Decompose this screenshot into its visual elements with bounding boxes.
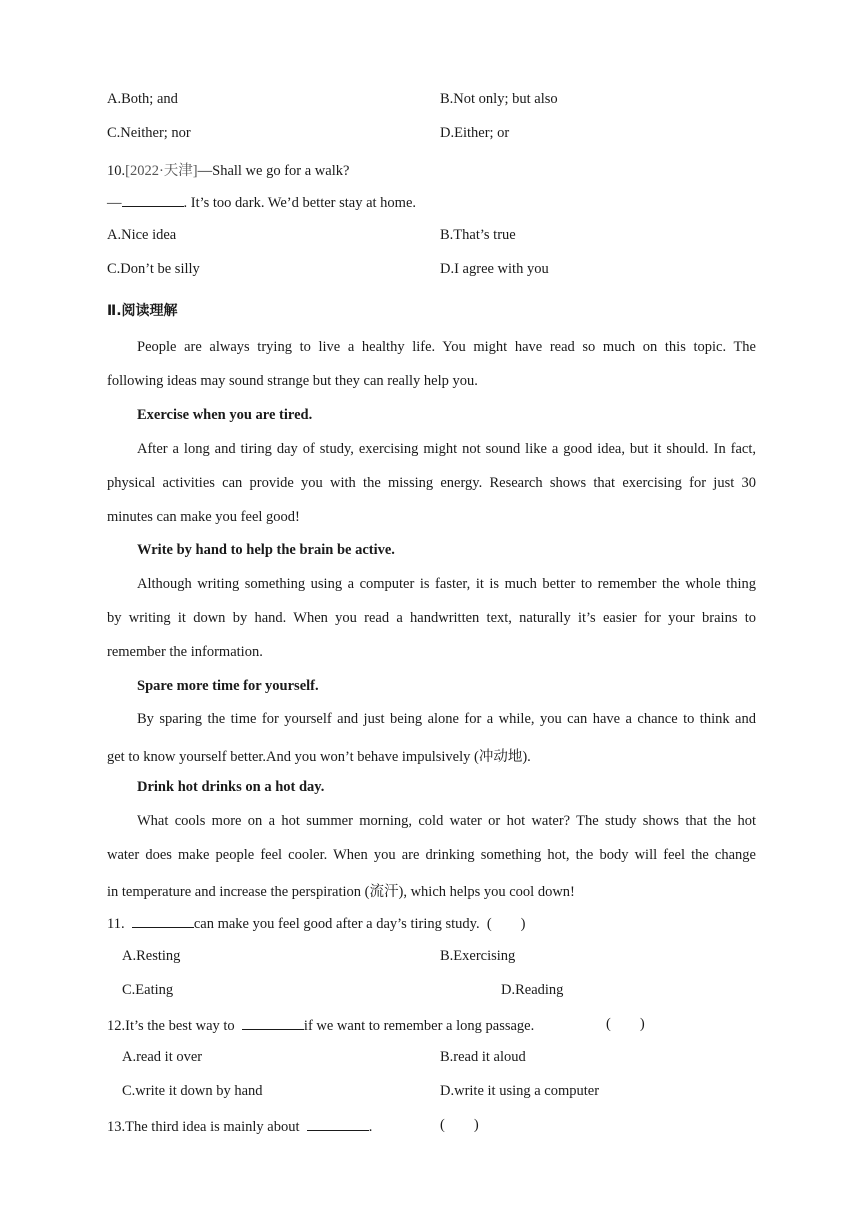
- passage-p4-line-2: water does make people feel cooler. When you are drinking something hot, the body will feel the change: [107, 847, 756, 863]
- q10-reply-prefix: —: [107, 195, 122, 211]
- q9-option-b: B.Not only; but also: [440, 91, 558, 107]
- passage-p3-line-2: get to know yourself better.And you won’t behave impulsively (冲动地).: [107, 749, 531, 765]
- answer-blank: [307, 1117, 369, 1131]
- q13-stem-prefix: 13.The third idea is mainly about: [107, 1119, 300, 1135]
- q9-option-c: C.Neither; nor: [107, 125, 191, 141]
- q9-option-a: A.Both; and: [107, 91, 178, 107]
- q10-stem: [107, 159, 349, 180]
- q12-option-b: B.read it aloud: [440, 1049, 526, 1065]
- q9-option-d: D.Either; or: [440, 125, 510, 141]
- passage-p2-line-1: Although writing something using a computer is faster, it is much better to remember the whole thing: [137, 576, 756, 592]
- answer-parenthesis: ( ): [486, 916, 526, 932]
- passage-p3-line-1: By sparing the time for yourself and just being alone for a while, you can have a chance to think and: [137, 711, 756, 727]
- answer-blank: [122, 193, 184, 207]
- q13-stem-suffix: .: [368, 1119, 373, 1135]
- passage-intro-line-2: following ideas may sound strange but they can really help you.: [107, 373, 478, 389]
- q12-option-d: D.write it using a computer: [440, 1083, 600, 1099]
- passage-p1-line-3: minutes can make you feel good!: [107, 509, 300, 525]
- section-title: Ⅱ.阅读理解: [107, 303, 178, 319]
- q13-stem: [107, 1117, 372, 1136]
- passage-p2-line-2: by writing it down by hand. When you read a handwritten text, naturally it’s easier for your brains to: [107, 610, 756, 626]
- q10-option-a: A.Nice idea: [107, 227, 177, 243]
- answer-parenthesis: ( ): [440, 1117, 479, 1133]
- q10-reply-text: . It’s too dark. We’d better stay at home.: [183, 195, 417, 211]
- passage-heading-3: Spare more time for yourself.: [137, 678, 319, 694]
- q11-option-b: B.Exercising: [440, 948, 516, 964]
- q11-stem: [107, 914, 526, 933]
- q10-source: [2022·天津]: [125, 163, 198, 179]
- passage-heading-2: Write by hand to help the brain be active.: [137, 542, 395, 558]
- passage-p1-line-1: After a long and tiring day of study, exercising might not sound like a good idea, but it should. In fact,: [137, 441, 756, 457]
- q10-option-b: B.That’s true: [440, 227, 516, 243]
- answer-parenthesis: ( ): [606, 1016, 645, 1032]
- passage-heading-4: Drink hot drinks on a hot day.: [137, 779, 325, 795]
- q12-stem-prefix: 12.It’s the best way to: [107, 1018, 235, 1034]
- q11-option-d: D.Reading: [501, 982, 564, 998]
- q12-option-c: C.write it down by hand: [122, 1083, 263, 1099]
- q10-option-d: D.I agree with you: [440, 261, 549, 277]
- q12-stem-suffix: if we want to remember a long passage.: [303, 1018, 535, 1034]
- passage-p4-line-3: in temperature and increase the perspiration (流汗), which helps you cool down!: [107, 884, 575, 900]
- q10-reply: [107, 193, 416, 212]
- passage-intro-line-1: People are always trying to live a healthy life. You might have read so much on this topic. The: [137, 339, 756, 355]
- passage-p1-line-2: physical activities can provide you with the missing energy. Research shows that exercising for just 30: [107, 475, 756, 491]
- answer-blank: [132, 914, 194, 928]
- q11-number: 11.: [107, 916, 125, 932]
- passage-heading-1: Exercise when you are tired.: [137, 407, 313, 423]
- passage-p4-line-1: What cools more on a hot summer morning, cold water or hot water? The study shows that the hot: [137, 813, 756, 829]
- q11-option-c: C.Eating: [122, 982, 174, 998]
- q10-stem-text: —Shall we go for a walk?: [197, 163, 350, 179]
- q10-number: 10.: [107, 163, 126, 179]
- q11-stem-text: can make you feel good after a day’s tiring study.: [193, 916, 480, 932]
- q12-stem: [107, 1016, 534, 1035]
- answer-blank: [242, 1016, 304, 1030]
- q10-option-c: C.Don’t be silly: [107, 261, 200, 277]
- q12-option-a: A.read it over: [122, 1049, 203, 1065]
- q11-option-a: A.Resting: [122, 948, 181, 964]
- passage-p2-line-3: remember the information.: [107, 644, 263, 660]
